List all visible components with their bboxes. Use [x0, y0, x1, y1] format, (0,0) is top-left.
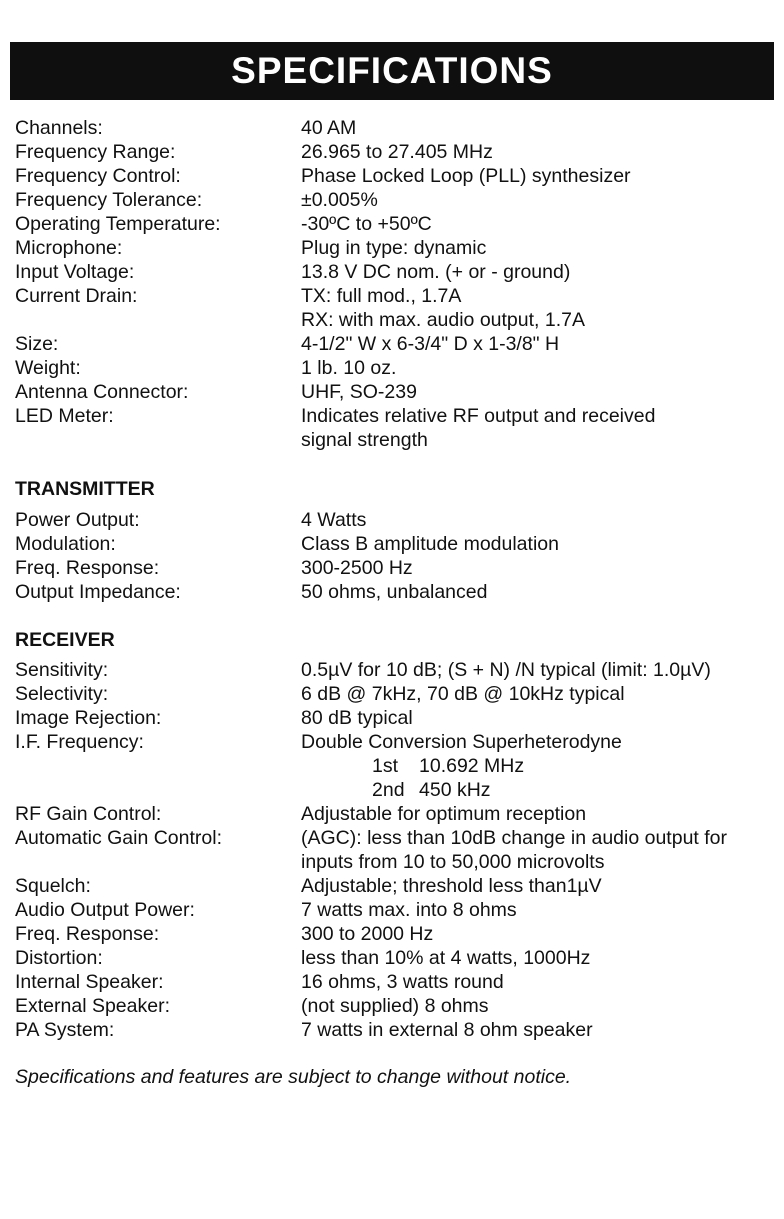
- spec-label-size: Size:: [15, 333, 59, 355]
- spec-label-audio-output-power: Audio Output Power:: [15, 899, 195, 921]
- spec-label-sensitivity: Sensitivity:: [15, 659, 109, 681]
- spec-label-tx-freq-response: Freq. Response:: [15, 557, 160, 579]
- spec-value-rf-gain-control: Adjustable for optimum reception: [301, 803, 587, 825]
- section-heading-transmitter: TRANSMITTER: [15, 478, 155, 500]
- spec-label-output-impedance: Output Impedance:: [15, 581, 181, 603]
- spec-value-power-output: 4 Watts: [301, 509, 367, 531]
- spec-label-selectivity: Selectivity:: [15, 683, 109, 705]
- spec-value-if-frequency: Double Conversion Superheterodyne: [301, 731, 622, 753]
- spec-value-rx-freq-response: 300 to 2000 Hz: [301, 923, 434, 945]
- spec-value-tx-freq-response: 300-2500 Hz: [301, 557, 413, 579]
- spec-label-frequency-tolerance: Frequency Tolerance:: [15, 189, 203, 211]
- disclaimer-note: Specifications and features are subject to change without notice.: [15, 1066, 572, 1088]
- spec-label-modulation: Modulation:: [15, 533, 116, 555]
- if-sub-label-1st: 1st: [372, 755, 399, 777]
- spec-label-frequency-control: Frequency Control:: [15, 165, 181, 187]
- spec-label-if-frequency: I.F. Frequency:: [15, 731, 144, 753]
- spec-value-audio-output-power: 7 watts max. into 8 ohms: [301, 899, 517, 921]
- spec-value-external-speaker: (not supplied) 8 ohms: [301, 995, 489, 1017]
- spec-value-size: 4-1/2" W x 6-3/4" D x 1-3/8" H: [301, 333, 560, 355]
- spec-label-distortion: Distortion:: [15, 947, 103, 969]
- spec-label-internal-speaker: Internal Speaker:: [15, 971, 164, 993]
- spec-value-frequency-tolerance: ±0.005%: [301, 189, 378, 211]
- page-title: SPECIFICATIONS: [231, 50, 553, 91]
- spec-value-channels: 40 AM: [301, 117, 357, 139]
- spec-label-weight: Weight:: [15, 357, 81, 379]
- spec-value-agc: (AGC): less than 10dB change in audio output for: [301, 827, 728, 849]
- spec-value-modulation: Class B amplitude modulation: [301, 533, 559, 555]
- if-sub-value-1st: 10.692 MHz: [419, 755, 525, 777]
- spec-value-led-meter: Indicates relative RF output and received: [301, 405, 656, 427]
- spec-label-microphone: Microphone:: [15, 237, 123, 259]
- spec-value-selectivity: 6 dB @ 7kHz, 70 dB @ 10kHz typical: [301, 683, 625, 705]
- spec-label-current-drain: Current Drain:: [15, 285, 138, 307]
- spec-label-antenna-connector: Antenna Connector:: [15, 381, 189, 403]
- spec-value-frequency-control: Phase Locked Loop (PLL) synthesizer: [301, 165, 631, 187]
- spec-label-external-speaker: External Speaker:: [15, 995, 171, 1017]
- spec-label-input-voltage: Input Voltage:: [15, 261, 135, 283]
- spec-value-microphone: Plug in type: dynamic: [301, 237, 487, 259]
- spec-label-operating-temperature: Operating Temperature:: [15, 213, 221, 235]
- spec-value-distortion: less than 10% at 4 watts, 1000Hz: [301, 947, 591, 969]
- spec-value-operating-temperature: -30ºC to +50ºC: [301, 213, 432, 235]
- spec-label-image-rejection: Image Rejection:: [15, 707, 162, 729]
- spec-value-input-voltage: 13.8 V DC nom. (+ or - ground): [301, 261, 571, 283]
- spec-label-channels: Channels:: [15, 117, 103, 139]
- title-banner: [10, 42, 774, 100]
- spec-value-squelch: Adjustable; threshold less than1µV: [301, 875, 602, 897]
- spec-label-rx-freq-response: Freq. Response:: [15, 923, 160, 945]
- spec-value-image-rejection: 80 dB typical: [301, 707, 413, 729]
- section-heading-receiver: RECEIVER: [15, 629, 115, 651]
- spec-value-antenna-connector: UHF, SO-239: [301, 381, 417, 403]
- spec-label-power-output: Power Output:: [15, 509, 140, 531]
- spec-value-internal-speaker: 16 ohms, 3 watts round: [301, 971, 504, 993]
- if-sub-value-2nd: 450 kHz: [419, 779, 491, 801]
- spec-value-sensitivity: 0.5µV for 10 dB; (S + N) /N typical (limit: 1.0µV): [301, 659, 711, 681]
- spec-value-current-drain-rx: RX: with max. audio output, 1.7A: [301, 309, 585, 331]
- spec-value-pa-system: 7 watts in external 8 ohm speaker: [301, 1019, 593, 1041]
- if-sub-label-2nd: 2nd: [372, 779, 405, 801]
- spec-label-pa-system: PA System:: [15, 1019, 115, 1041]
- spec-value-output-impedance: 50 ohms, unbalanced: [301, 581, 488, 603]
- spec-label-rf-gain-control: RF Gain Control:: [15, 803, 162, 825]
- spec-label-led-meter: LED Meter:: [15, 405, 114, 427]
- spec-label-agc: Automatic Gain Control:: [15, 827, 223, 849]
- spec-value-led-meter-cont: signal strength: [301, 429, 428, 451]
- spec-value-frequency-range: 26.965 to 27.405 MHz: [301, 141, 493, 163]
- spec-label-squelch: Squelch:: [15, 875, 91, 897]
- spec-value-agc-cont: inputs from 10 to 50,000 microvolts: [301, 851, 605, 873]
- spec-value-weight: 1 lb. 10 oz.: [301, 357, 397, 379]
- spec-value-current-drain-tx: TX: full mod., 1.7A: [301, 285, 462, 307]
- spec-label-frequency-range: Frequency Range:: [15, 141, 176, 163]
